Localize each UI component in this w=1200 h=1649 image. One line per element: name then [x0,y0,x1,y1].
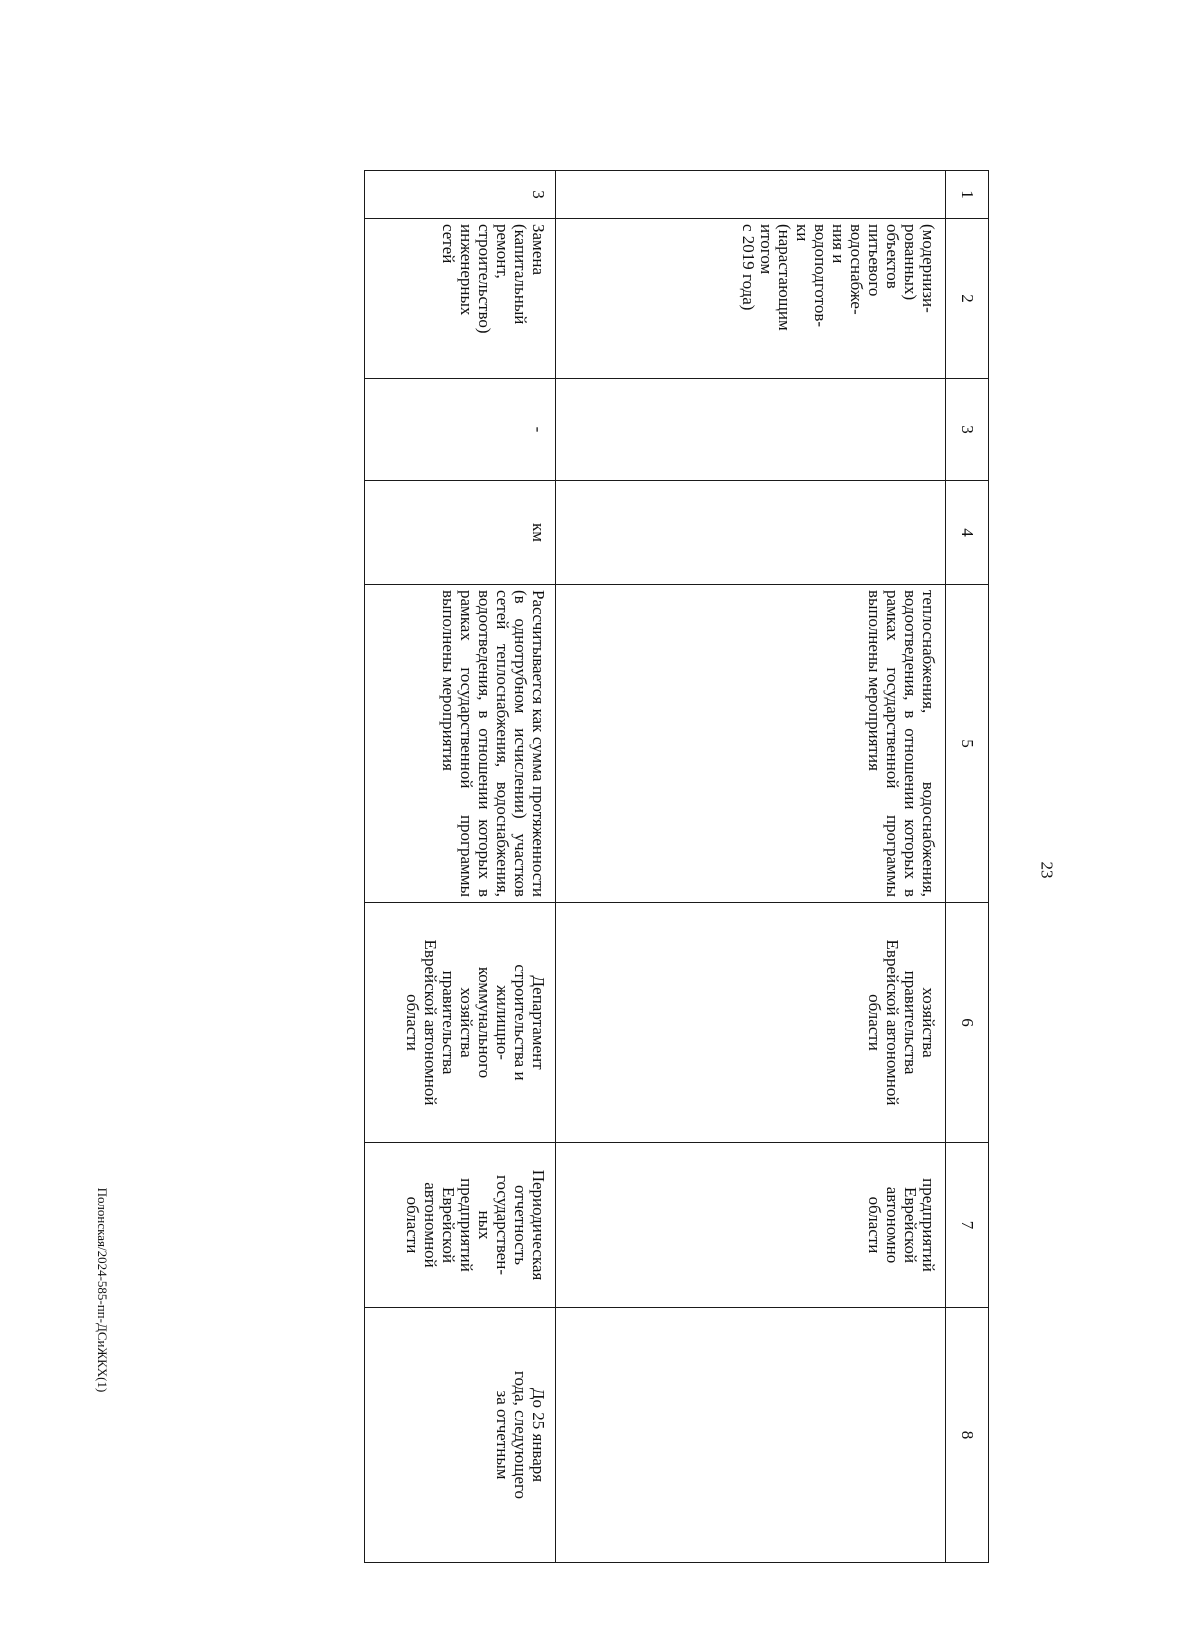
unit-cell: км [365,481,556,585]
base-value-cell [556,379,946,481]
row-number-cell [556,171,946,219]
deadline-cell [556,1308,946,1563]
header-cell: 5 [946,585,989,903]
header-cell: 3 [946,379,989,481]
base-value-cell: - [365,379,556,481]
header-cell: 4 [946,481,989,585]
page-number: 23 [1037,861,1057,879]
indicator-table [364,170,989,1563]
deadline-cell: До 25 января года, следующего за отчетным [365,1308,556,1563]
header-cell: 1 [946,171,989,219]
indicator-name-cell: (модернизи- рованных) объектов питьевого водоснабже- ния и водоподготов- ки (нарастающим итогом с 2019 года) [556,219,946,379]
table-header-row [946,171,989,1563]
responsible-body-cell: хозяйства правительства Еврейской автономной области [556,903,946,1143]
table-row [556,171,946,1563]
document-code-text: Полонская/2024-585-пп-ДСиЖКХ(1) [95,1187,110,1393]
header-cell: 7 [946,1143,989,1308]
data-source-cell: предприятий Еврейской автономно области [556,1143,946,1308]
data-source-cell: Периодическая отчетность государствен- ных предприятий Еврейской автономной области [365,1143,556,1308]
rotated-table-sheet [364,170,989,1562]
header-cell: 2 [946,219,989,379]
indicator-name-cell: Замена (капитальный ремонт, строительство) инженерных сетей [365,219,556,379]
table-rotation-frame [364,170,989,1562]
row-number-cell: 3 [365,171,556,219]
header-cell: 8 [946,1308,989,1563]
calculation-method-cell: Рассчитывается как сумма протяженности (в однотрубном исчислении) участков сетей теплоснабжения, водоснабжения, водоотведения, в отношении которых в рамках государственной программы выполнены мероприятия [365,585,556,903]
calculation-method-cell: теплоснабжения, водоснабжения, водоотведения, в отношении которых в рамках государственной программы выполнены мероприятия [556,585,946,903]
header-cell: 6 [946,903,989,1143]
table-row [365,171,556,1563]
responsible-body-cell: Департамент строительства и жилищно- коммунального хозяйства правительства Еврейской автономной области [365,903,556,1143]
unit-cell [556,481,946,585]
